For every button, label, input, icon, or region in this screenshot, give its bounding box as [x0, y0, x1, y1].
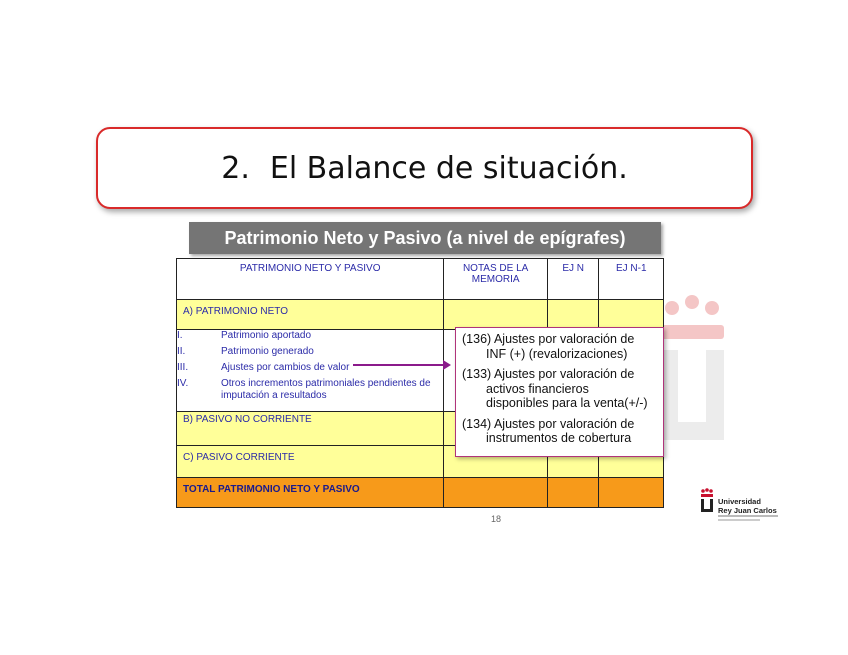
- table-header-row: [177, 259, 664, 300]
- note-136: (136) Ajustes por valoración de INF (+) (revalorizaciones): [462, 332, 635, 361]
- page-number: 18: [491, 514, 502, 524]
- section-title: Patrimonio Neto y Pasivo (a nivel de epígrafes): [189, 222, 661, 254]
- slide-title-box: [96, 127, 753, 209]
- urjc-logo-icon: [700, 488, 714, 514]
- logo-line-2: Rey Juan Carlos: [718, 506, 777, 515]
- header-ej-n-1: EJ N-1: [599, 259, 664, 300]
- table-row: [177, 478, 664, 508]
- header-patrimonio: PATRIMONIO NETO Y PASIVO: [177, 259, 444, 300]
- header-ej-n: EJ N: [547, 259, 599, 300]
- list-item: IV. Otros incrementos patrimoniales pendientes de imputación a resultados: [177, 378, 431, 401]
- list-item: II. Patrimonio generado: [177, 346, 314, 357]
- patrimonio-items: [177, 330, 444, 412]
- logo-line-1: Universidad: [718, 497, 761, 506]
- arrow-head-icon: [443, 360, 451, 370]
- row-total: TOTAL PATRIMONIO NETO Y PASIVO: [183, 484, 360, 495]
- row-patrimonio-neto: A) PATRIMONIO NETO: [183, 306, 289, 317]
- row-pasivo-corriente: C) PASIVO CORRIENTE: [183, 452, 295, 463]
- logo-subline: [718, 515, 778, 517]
- list-item: III. Ajustes por cambios de valor: [177, 362, 350, 373]
- notes-callout: [455, 327, 664, 457]
- slide-title: El Balance de situación.: [269, 150, 628, 186]
- logo-subline: [718, 519, 760, 521]
- watermark-logo: [660, 290, 730, 450]
- note-134: (134) Ajustes por valoración de instrumentos de cobertura: [462, 416, 635, 445]
- header-notas: NOTAS DE LA MEMORIA: [444, 259, 547, 300]
- row-pasivo-no-corriente: B) PASIVO NO CORRIENTE: [183, 414, 312, 425]
- list-item: I. Patrimonio aportado: [177, 330, 312, 341]
- note-133: (133) Ajustes por valoración de activos financieros disponibles para la venta(+/-): [462, 367, 648, 410]
- arrow-line: [353, 364, 446, 366]
- university-logo: [700, 488, 790, 528]
- table-row: [177, 300, 664, 330]
- slide-title-number: 2.: [221, 150, 250, 186]
